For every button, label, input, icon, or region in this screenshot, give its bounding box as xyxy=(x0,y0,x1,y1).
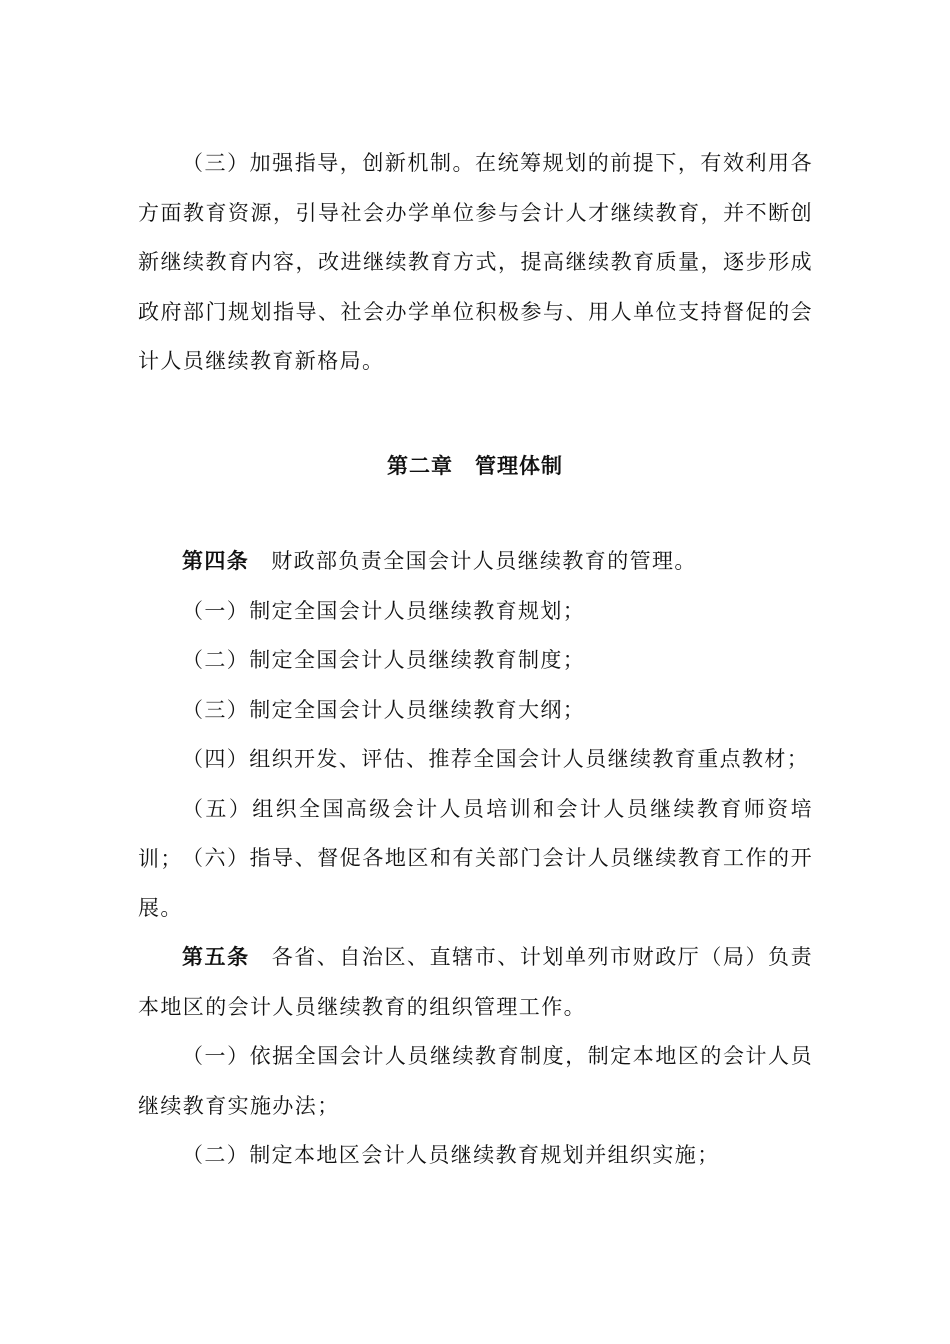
article-4-item-1: （一）制定全国会计人员继续教育规划； xyxy=(182,599,586,623)
article-4-item-6: （六）指导、督促各地区和有关部门会计人员继续教育工作的开展。 xyxy=(138,846,813,920)
article-5-label: 第五条 xyxy=(182,945,250,969)
article-4-label: 第四条 xyxy=(182,549,250,573)
chapter-heading: 第二章 管理体制 xyxy=(387,454,563,478)
article-4-item-2: （二）制定全国会计人员继续教育制度； xyxy=(182,648,586,672)
article-4-text: 财政部负责全国会计人员继续教育的管理。 xyxy=(271,549,697,573)
article-4-item-5: （五）组织全国高级会计人员培训和会计人员继续教育师资培训； xyxy=(138,797,813,871)
article-4-item-3: （三）制定全国会计人员继续教育大纲； xyxy=(182,698,586,722)
article-5-item-2: （二）制定本地区会计人员继续教育规划并组织实施； xyxy=(182,1143,720,1167)
article-5-item-1: （一）依据全国会计人员继续教育制度，制定本地区的会计人员继续教育实施办法； xyxy=(138,1044,813,1118)
article-4-item-4: （四）组织开发、评估、推荐全国会计人员继续教育重点教材； xyxy=(182,747,810,771)
paragraph-strengthen-guidance: （三）加强指导，创新机制。在统筹规划的前提下，有效利用各方面教育资源，引导社会办学单位参与会计人才继续教育，并不断创新继续教育内容，改进继续教育方式，提高继续教育质量，逐步形成政府部门规划指导、社会办学单位积极参与、用人单位支持督促的会计人员继续教育新格局。 xyxy=(138,151,813,373)
article-5-text: 各省、自治区、直辖市、计划单列市财政厅（局）负责本地区的会计人员继续教育的组织管理工作。 xyxy=(138,945,813,1019)
article-4-intro xyxy=(138,537,813,587)
article-5-intro xyxy=(138,933,813,1032)
